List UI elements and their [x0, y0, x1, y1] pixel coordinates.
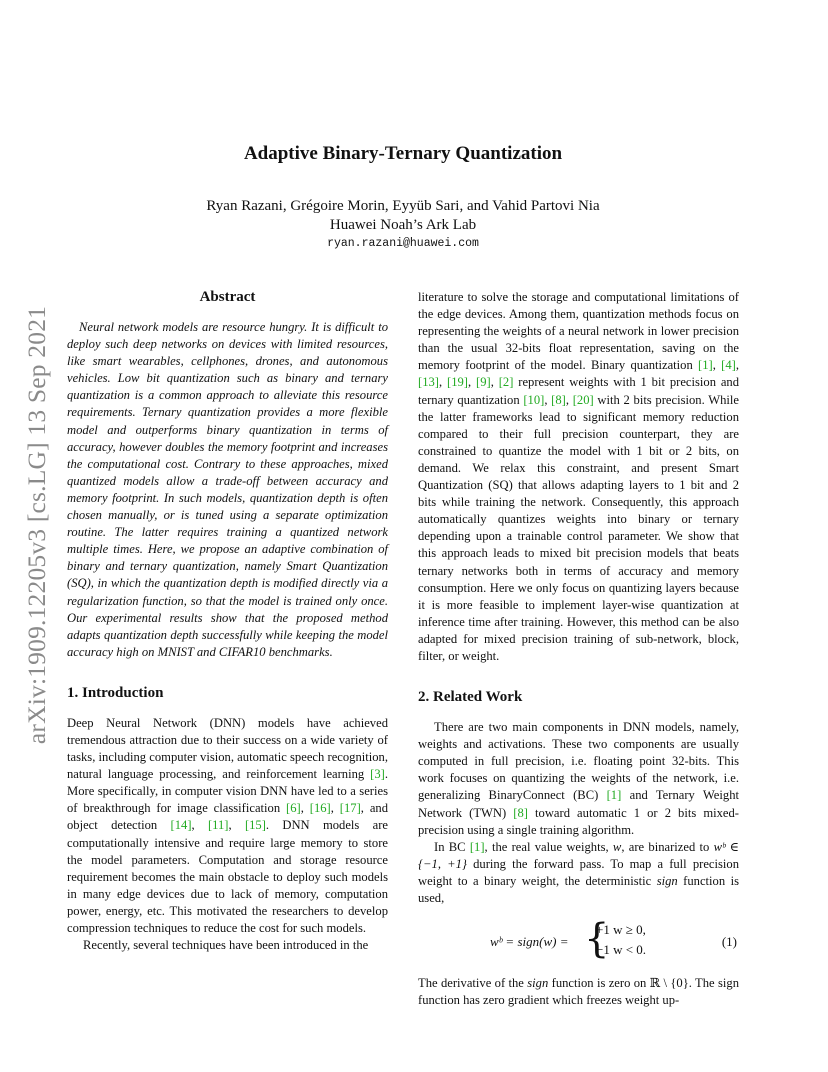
text-span: There are two main components in DNN models, namely, weights and activations. These two components are usually computed in full precision, i.e. floating point 32-bits. This work focuses on quantizing the weights of the network, i.e. generalizing BinaryConnect (BC): [418, 720, 739, 803]
citation-link[interactable]: [4]: [721, 358, 736, 373]
citation-link[interactable]: [6]: [286, 801, 301, 816]
right-column: [418, 289, 739, 1009]
intro-paragraph-2-continued: [418, 289, 739, 665]
citation-link[interactable]: [16]: [309, 801, 331, 816]
math-expression: wᵇ ∈ {−1, +1}: [418, 839, 739, 871]
author-list: Ryan Razani, Grégoire Morin, Eyyüb Sari, and Vahid Partovi Nia: [206, 198, 600, 214]
citation-link[interactable]: [1]: [606, 788, 622, 803]
text-span: with 2 bits precision. While the latter frameworks lead to significant memory reduction compared to their full precision counterpart, they are constrained to quantize the model with 1 bit or 2 bits, on demand. We relax this constraint, and present Smart Quantization (SQ) that allows adapting layers to 1 bit and 2 bits while training the network. Consequently, this approach automatically quantizes weights into binary or ternary depending upon a trainable control parameter. We show that this approach leads to mixed bit precision models that beats ternary networks both in terms of accuracy and memory consumption. Here we only focus on quantizing layers because it is more feasible to implement layer-wise quantization at inference time after training. However, this method can be also adapted for mixed precision training of sub-network, block, filter, or weight.: [418, 392, 739, 663]
separator: ,: [544, 392, 552, 407]
citation-link[interactable]: [1]: [698, 358, 713, 373]
intro-paragraph-1: [67, 715, 388, 937]
text-span: function is zero on ℝ \ {0}. The sign function has zero gradient which freezes weight up-: [418, 976, 739, 1008]
related-paragraph-2: [418, 839, 739, 907]
equation-brace: {: [584, 916, 610, 963]
citation-link[interactable]: [20]: [572, 392, 594, 407]
related-paragraph-3: [418, 975, 739, 1009]
separator: ,: [330, 801, 340, 816]
equation-1: [418, 916, 739, 965]
text-span: In BC: [434, 839, 470, 854]
equation-number: (1): [721, 934, 737, 950]
citation-link[interactable]: [10]: [523, 392, 545, 407]
text-span: during the forward pass. To map a full precision weight to a binary weight, the deterministic: [418, 856, 739, 888]
text-span: Deep Neural Network (DNN) models have achieved tremendous attraction due to their success on a wide variety of tasks, including computer vision, automatic speech recognition, natural language processing, and reinforcement learning: [67, 715, 388, 782]
text-span: literature to solve the storage and computational limitations of the edge devices. Among them, quantization methods focus on representing the weights of a neural network in lower precision than the usual 32-bits float representation, saving on the memory footprint of the model. Binary quantization: [418, 290, 739, 373]
citation-link[interactable]: [8]: [551, 392, 566, 407]
separator: ,: [300, 801, 310, 816]
separator: ,: [490, 375, 499, 390]
citation-link[interactable]: [19]: [447, 375, 468, 390]
citation-link[interactable]: [17]: [339, 801, 361, 816]
separator: ,: [712, 358, 722, 373]
citation-link[interactable]: [1]: [469, 839, 485, 854]
citation-link[interactable]: [14]: [170, 818, 192, 833]
separator: ,: [735, 358, 740, 373]
citation-link[interactable]: [11]: [207, 818, 229, 833]
text-span: The derivative of the: [418, 976, 528, 991]
affiliation: Huawei Noah’s Ark Lab: [329, 217, 477, 233]
text-span: represent weights with 1 bit precision and ternary quantization: [418, 375, 740, 407]
separator: ,: [565, 392, 573, 407]
equation-case-1: +1 w ≥ 0,: [596, 922, 646, 938]
separator: ,: [438, 375, 447, 390]
citation-link[interactable]: [8]: [513, 805, 528, 820]
intro-paragraph-2-start: Recently, several techniques have been introduced in the: [83, 938, 369, 953]
text-span: toward automatic 1 or 2 bits mixed-precision using a single training algorithm.: [418, 805, 739, 837]
section-heading-introduction: 1. Introduction: [67, 684, 164, 701]
text-span: function is used,: [418, 873, 739, 905]
math-symbol: sign: [527, 976, 549, 991]
abstract-text: Neural network models are resource hungry. It is difficult to deploy such deep networks on devices with limited resources, like smart wearables, cellphones, drones, and autonomous vehicles. Low bit quantization such as binary and ternary quantization is a common approach to alleviate this resource requirements. Ternary quantization provides a more flexible model and outperforms binary quantization in terms of accuracy, however doubles the memory footprint and increases the computational cost. Contrary to these approaches, mixed quantized models allow a trade-off between accuracy and memory footprint. In such models, quantization depth is often chosen manually, or is tuned using a separate optimization routine. The latter requires training a quantized network multiple times. Here, we propose an adaptive combination of binary and ternary quantization, namely Smart Quantization (SQ), in which the quantization depth is modified directly via a regularization function, so that the model is trained only once. Our experimental results show that the proposed method adapts quantization depth successfully while keeping the model accuracy high on MNIST and CIFAR10 benchmarks.: [67, 320, 388, 659]
equation-case-2: −1 w < 0.: [596, 942, 647, 958]
arxiv-id-text: arXiv:1909.12205v3 [cs.LG] 13 Sep 2021: [22, 305, 51, 745]
separator: ,: [467, 375, 476, 390]
abstract-heading: Abstract: [199, 289, 256, 305]
related-paragraph-1: [418, 719, 739, 839]
left-column: [67, 287, 388, 954]
text-span: . DNN models are computationally intensive and require large memory to store the model parameters. Computation and storage resource requirement becomes the main obstacle to deploy such models in many edge devices due to lack of memory, computation power, energy, etc. This motivated the researchers to develop compression techniques to reduce the cost for such models.: [67, 818, 389, 935]
arxiv-identifier-stamp: [22, 290, 52, 760]
citation-link[interactable]: [2]: [498, 375, 514, 390]
text-span: and Ternary Weight Network (TWN): [418, 788, 739, 820]
citation-link[interactable]: [15]: [244, 818, 266, 833]
text-span: , the real value weights,: [484, 839, 613, 854]
text-span: , are binarized to: [621, 839, 714, 854]
citation-link[interactable]: [9]: [476, 375, 491, 390]
math-symbol: w: [612, 839, 622, 854]
text-span: , and object detection: [67, 801, 389, 833]
math-symbol: sign: [656, 873, 678, 888]
section-heading-related-work: 2. Related Work: [418, 689, 523, 706]
paper-title: Adaptive Binary-Ternary Quantization: [243, 143, 563, 164]
text-span: . More specifically, in computer vision DNN have led to a series of breakthrough for image classification: [67, 767, 388, 816]
equation-lhs: wᵇ = sign(w) =: [490, 934, 569, 950]
citation-link[interactable]: [13]: [418, 375, 439, 390]
citation-link[interactable]: [3]: [370, 767, 385, 782]
author-email: ryan.razani@huawei.com: [327, 237, 479, 250]
separator: ,: [191, 818, 208, 833]
separator: ,: [228, 818, 245, 833]
